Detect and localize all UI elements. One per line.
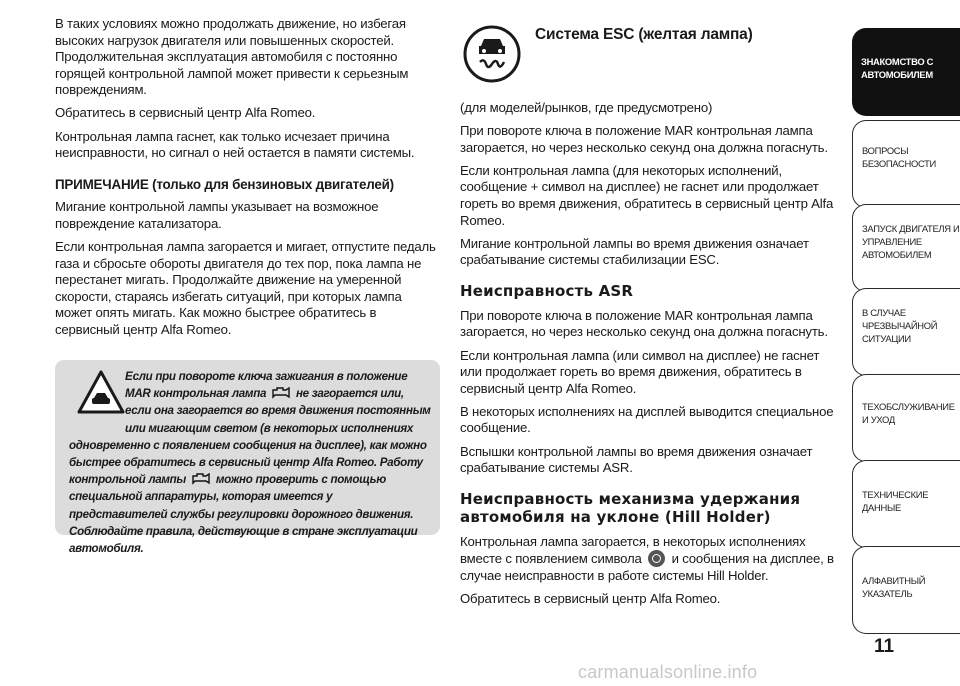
paragraph: Вспышки контрольной лампы во время движения означает срабатывание системы ASR. — [460, 443, 813, 476]
paragraph: Если контрольная лампа (для некоторых исполнений, сообщение + символ на дисплее) не гаснет или продолжает гореть во время движения, обратитесь в сервисный центр Alfa Romeo. — [460, 162, 834, 228]
hill-holder-icon — [648, 550, 665, 567]
asr-section-title: Неисправность ASR — [460, 281, 634, 300]
right-column — [460, 100, 840, 614]
paragraph: Обратитесь в сервисный центр Alfa Romeo. — [55, 105, 316, 121]
left-column — [55, 16, 440, 345]
paragraph: При повороте ключа в положение MAR контрольная лампа загорается, но через несколько секунд она должна погаснуть. — [460, 123, 828, 155]
tab-intro[interactable]: ЗНАКОМСТВО С АВТОМОБИЛЕМ — [852, 28, 960, 116]
engine-warning-icon — [191, 472, 211, 485]
paragraph: Мигание контрольной лампы во время движения означает срабатывание системы стабилизации ESC. — [460, 235, 809, 268]
tab-maintenance[interactable]: ТЕХОБСЛУЖИВАНИЕ И УХОД — [852, 374, 960, 462]
tab-technical-data[interactable]: ТЕХНИЧЕСКИЕ ДАННЫЕ — [852, 460, 960, 548]
chapter-tabs — [852, 0, 960, 686]
warning-text: Если при повороте ключа зажигания в положение MAR контрольная лампа не загорается или, если она загорается во время движения постоянным или мигающим светом (в некоторых исполнениях одновременно с появлением сообщения на дисплее), как можно быстрее обратитесь в сервисный центр Alfa Romeo. Работу контрольной лампы можно проверить с помощью специальной аппаратуры, которая имеется у представителей службы регулировки дорожного движения. Соблюдайте правила, действующие в стране эксплуатации автомобиля. — [69, 370, 431, 556]
paragraph: В таких условиях можно продолжать движение, но избегая высоких нагрузок двигателя или повышенных скоростей. Продолжительная эксплуатация автомобиля с постоянно горящей контрольной лампой может привести к серьезным повреждениям. — [55, 16, 409, 98]
note-heading: ПРИМЕЧАНИЕ (только для бензиновых двигателей) — [55, 176, 394, 192]
paragraph: (для моделей/рынков, где предусмотрено) — [460, 100, 713, 115]
page-number: 11 — [874, 636, 895, 657]
paragraph: Контрольная лампа гаснет, как только исчезает причина неисправности, но сигнал о ней остается в памяти системы. — [55, 128, 415, 161]
paragraph: Мигание контрольной лампы указывает на возможное повреждение катализатора. — [55, 199, 379, 231]
warning-box — [55, 360, 440, 556]
esc-section-title: Система ESC (желтая лампа) — [535, 26, 753, 43]
tab-index[interactable]: АЛФАВИТНЫЙ УКАЗАТЕЛЬ — [852, 546, 960, 634]
tab-starting-driving[interactable]: ЗАПУСК ДВИГАТЕЛЯ И УПРАВЛЕНИЕ АВТОМОБИЛЕМ — [852, 204, 960, 292]
engine-warning-icon — [271, 386, 291, 399]
paragraph: Если контрольная лампа (или символ на дисплее) не гаснет или продолжает гореть во время движения, обратитесь в сервисный центр Alfa Romeo. — [460, 347, 820, 396]
tab-emergency[interactable]: В СЛУЧАЕ ЧРЕЗВЫЧАЙНОЙ СИТУАЦИИ — [852, 288, 960, 376]
paragraph: Контрольная лампа загорается, в некоторых исполнениях вместе с появлением символа и сообщения на дисплее, в случае неисправности в работе системы Hill Holder. — [460, 533, 834, 583]
tab-safety[interactable]: ВОПРОСЫ БЕЗОПАСНОСТИ — [852, 120, 960, 208]
paragraph: При повороте ключа в положение MAR контрольная лампа загорается, но через несколько секунд она должна погаснуть. — [460, 307, 828, 340]
paragraph: В некоторых исполнениях на дисплей выводится специальное сообщение. — [460, 403, 834, 436]
watermark: carmanualsonline.info — [578, 662, 758, 682]
paragraph: Если контрольная лампа загорается и мигает, отпустите педаль газа и сбросьте обороты двигателя до тех пор, пока лампа не перестанет мигать. Продолжайте движение на умеренной скорости, стараясь избегать ситуаций, при которых лампа может опять мигать. Как можно быстрее обратитесь в сервисный центр Alfa Romeo. — [55, 239, 436, 337]
hill-holder-section-title: Неисправность механизма удержания автомобиля на уклоне (Hill Holder) — [460, 489, 801, 526]
esc-warning-icon — [462, 24, 522, 84]
paragraph: Обратитесь в сервисный центр Alfa Romeo. — [460, 590, 721, 606]
